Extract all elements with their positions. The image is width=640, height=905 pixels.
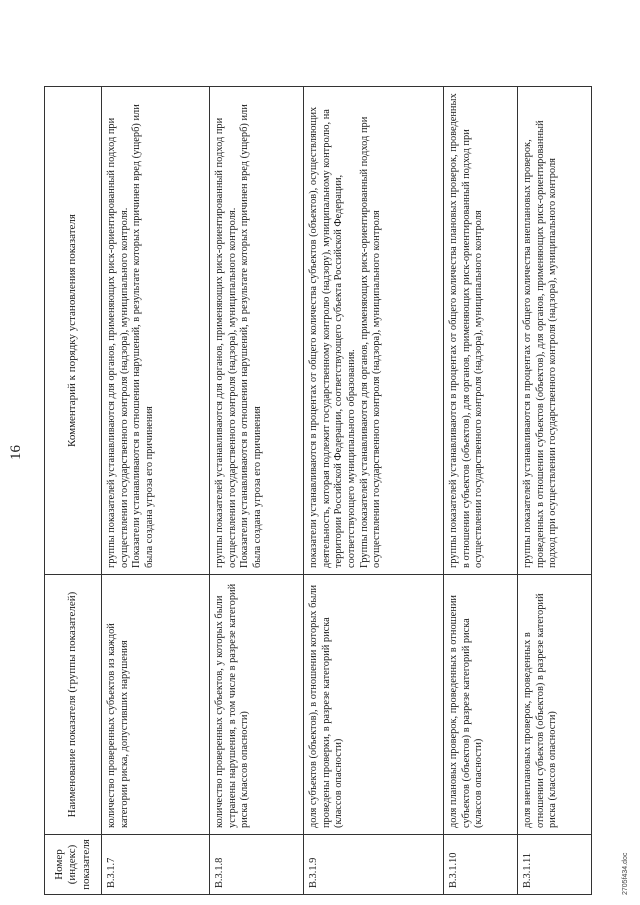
row-comment: группы показателей устанавливаются в процентах от общего количества внеплановых проверок, проведенных в отношении субъектов (объектов), для органов, применяющих риск-ориентированный подход при осуществлении государственного контроля (надзора), муниципального контроля [518,87,592,575]
row-comment: показатели устанавливаются в процентах от общего количества субъектов (объектов), осуществляющих деятельность, которая подлежит государственному контролю (надзору), муниципальному контролю, на территории Российской Федерации, соответствующего субъекта Российской Федерации, соответствующего муниципального образования. Группы показателей устанавливаются для органов, применяющих риск-ориентированный подход при осуществлении государственного контроля (надзора), муниципального контроля [304,87,444,575]
header-number: Номер (индекс) показателя [45,835,102,895]
table-row [304,87,444,895]
header-comment: Комментарий к порядку установления показателя [45,87,102,575]
row-comment: группы показателей устанавливаются в процентах от общего количества плановых проверок, проведенных в отношении субъектов (объектов), для органов, применяющих риск-ориентированный подход при осуществлении государственного контроля (надзора), муниципального контроля [444,87,518,575]
row-number: В.3.1.10 [444,835,518,895]
row-number: В.3.1.8 [210,835,304,895]
row-comment: группы показателей устанавливаются для органов, применяющих риск-ориентированный подход при осуществлении государственного контроля (надзора), муниципального контроля. Показатели устанавливаются в отношении нарушений, в результате которых причинен вред (ущерб) или была создана угроза его причинения [102,87,210,575]
row-name: количество проверенных субъектов из каждой категории риска, допустивших нарушения [102,575,210,835]
row-name: доля внеплановых проверок, проведенных в отношении субъектов (объектов) в разрезе категорий риска (классов опасности) [518,575,592,835]
table-header-row [45,87,102,895]
row-number: В.3.1.11 [518,835,592,895]
page-number: 16 [8,445,24,460]
row-number: В.3.1.9 [304,835,444,895]
indicators-table [44,86,592,895]
row-name: доля плановых проверок, проведенных в отношении субъектов (объектов) в разрезе категорий риска (классов опасности) [444,575,518,835]
row-comment: группы показателей устанавливаются для органов, применяющих риск-ориентированный подход при осуществлении государственного контроля (надзора), муниципального контроля. Показатели устанавливаются в отношении нарушений, в результате которых причинен вред (ущерб) или была создана угроза его причинения [210,87,304,575]
header-name: Наименование показателя (группы показателей) [45,575,102,835]
document-filename: 2705f434.doc [622,852,629,895]
table-row [102,87,210,895]
row-name: количество проверенных субъектов, у которых были устранены нарушения, в том числе в разрезе категорий риска (классов опасности) [210,575,304,835]
table-row [210,87,304,895]
table-row [518,87,592,895]
table-row [444,87,518,895]
row-name: доля субъектов (объектов), в отношении которых были проведены проверки, в разрезе категорий риска (классов опасности) [304,575,444,835]
row-number: В.3.1.7 [102,835,210,895]
